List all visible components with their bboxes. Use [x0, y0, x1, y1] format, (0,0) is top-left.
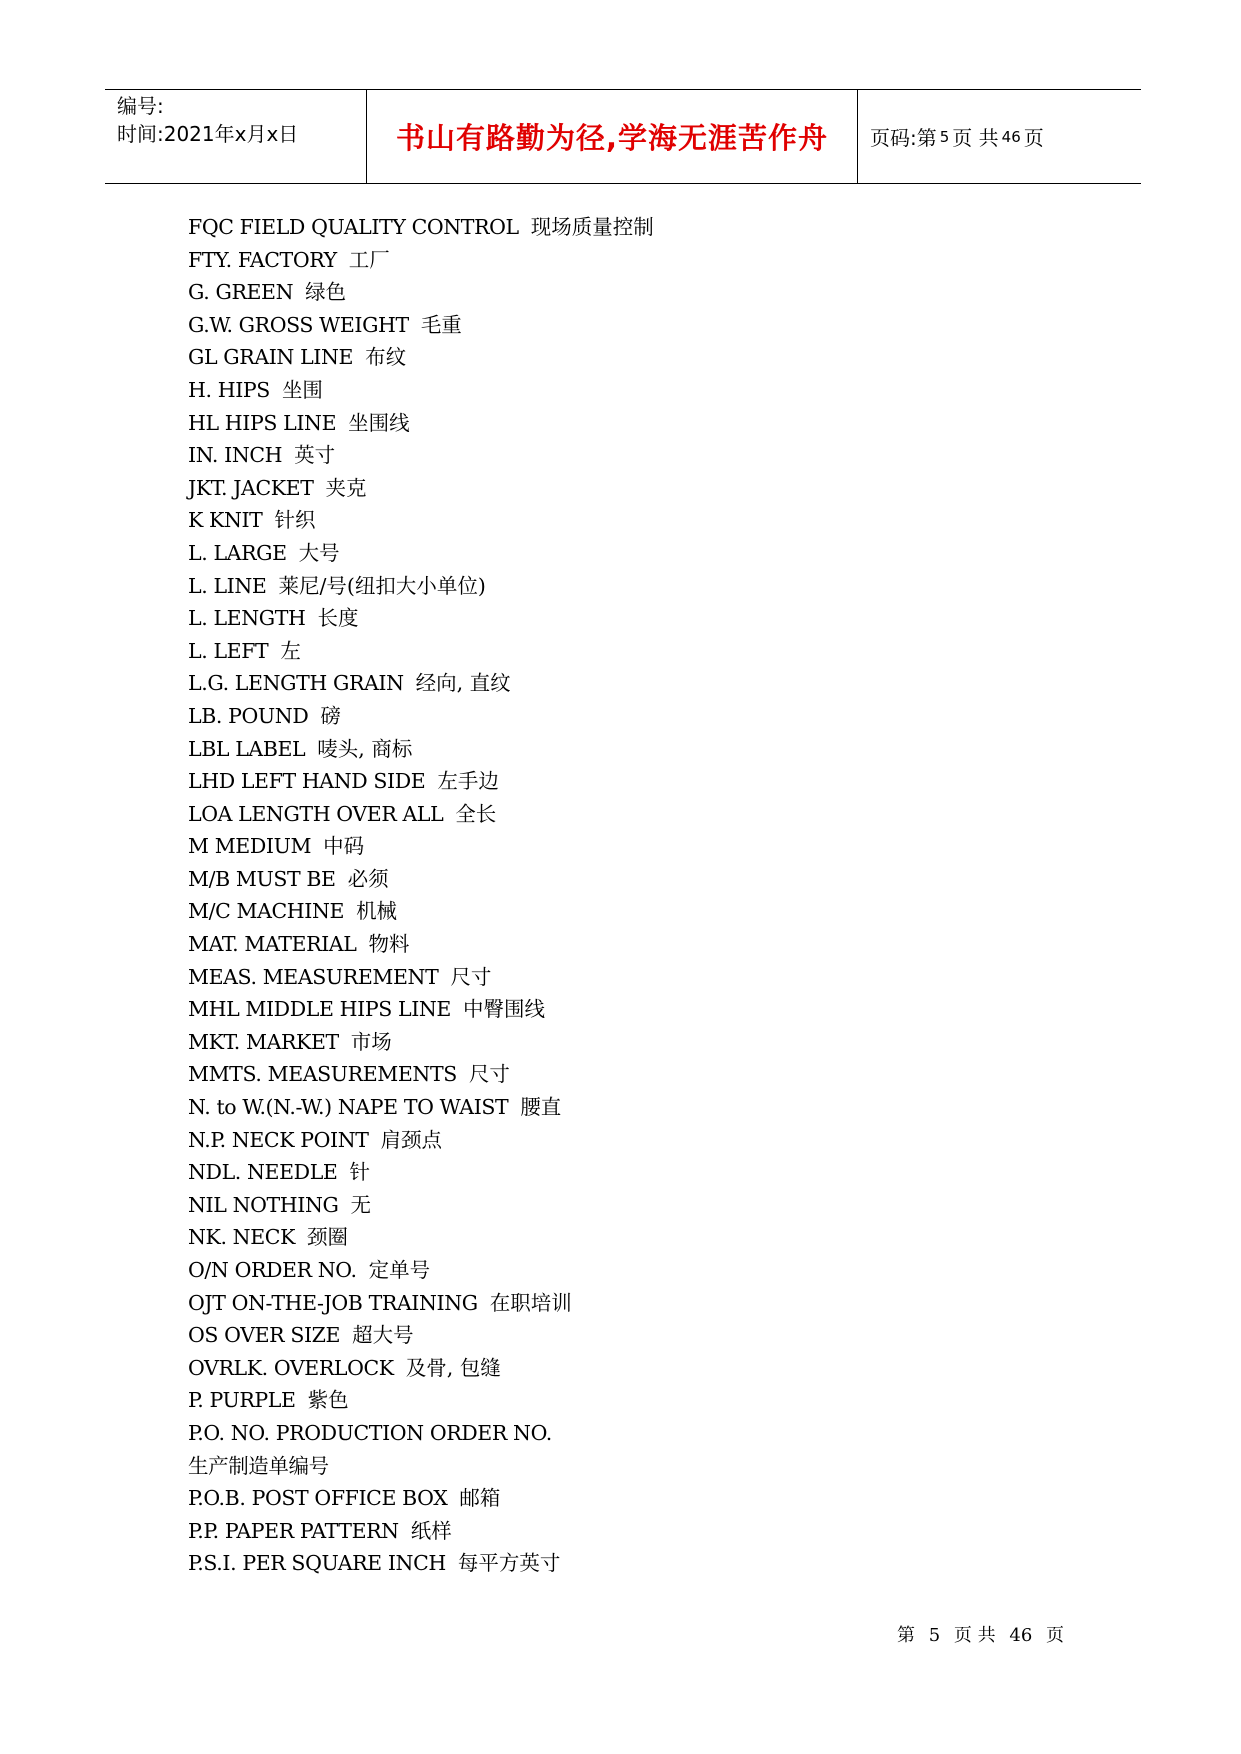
footer-page-number: 5	[928, 1625, 941, 1646]
term-chinese: 工厂	[348, 247, 390, 272]
term-chinese: 在职培训	[489, 1290, 572, 1315]
time-label: 时间:2021年x月x日	[117, 122, 299, 146]
page-header	[105, 89, 1141, 184]
term-chinese: 唛头, 商标	[317, 736, 413, 761]
glossary-entry	[188, 1384, 654, 1417]
term-chinese: 坐围	[281, 377, 323, 402]
term-english: P.S.I. PER SQUARE INCH	[188, 1551, 446, 1576]
term-chinese: 尺寸	[468, 1062, 510, 1087]
glossary-entry	[188, 504, 654, 537]
glossary-entry	[188, 602, 654, 635]
term-chinese: 莱尼/号(纽扣大小单位)	[278, 573, 486, 598]
glossary-entry	[188, 309, 654, 342]
glossary-entry	[188, 1287, 654, 1320]
glossary-entry	[188, 211, 654, 244]
term-chinese: 必须	[347, 866, 389, 891]
term-chinese: 物料	[368, 932, 410, 957]
footer-total: 46	[1009, 1625, 1033, 1646]
term-english: G. GREEN	[188, 280, 294, 305]
term-english: OS OVER SIZE	[188, 1323, 341, 1348]
term-english: JKT. JACKET	[188, 475, 314, 500]
term-english: L.G. LENGTH GRAIN	[188, 671, 404, 696]
glossary-entry	[188, 961, 654, 994]
term-chinese: 毛重	[420, 312, 462, 337]
term-english: L. LINE	[188, 573, 267, 598]
term-english: L. LARGE	[188, 540, 287, 565]
page-suffix: 页	[1023, 126, 1044, 150]
glossary-entry	[188, 765, 654, 798]
term-english: FTY. FACTORY	[188, 247, 337, 272]
term-english: L. LEFT	[188, 638, 269, 663]
glossary-entry	[188, 798, 654, 831]
footer-suffix: 页	[1046, 1625, 1065, 1646]
glossary-entry	[188, 1547, 654, 1580]
glossary-entry	[188, 1156, 654, 1189]
term-english: MHL MIDDLE HIPS LINE	[188, 997, 451, 1022]
glossary-entry	[188, 1417, 654, 1450]
term-english: HL HIPS LINE	[188, 410, 337, 435]
term-english: IN. INCH	[188, 443, 283, 468]
term-chinese: 市场	[350, 1029, 392, 1054]
header-meta	[105, 90, 367, 183]
term-english: OVRLK. OVERLOCK	[188, 1355, 394, 1380]
page-footer	[897, 1621, 1072, 1647]
page-number: 5	[939, 127, 950, 146]
term-chinese: 现场质量控制	[530, 215, 654, 239]
term-english: P.P. PAPER PATTERN	[188, 1518, 399, 1543]
term-chinese: 长度	[317, 606, 359, 631]
term-english: MEAS. MEASUREMENT	[188, 964, 439, 989]
term-chinese: 腰直	[520, 1095, 562, 1120]
term-english: MKT. MARKET	[188, 1029, 339, 1054]
term-english: LB. POUND	[188, 703, 309, 728]
glossary-entry	[188, 993, 654, 1026]
term-english: LOA LENGTH OVER ALL	[188, 801, 444, 826]
term-english: P. PURPLE	[188, 1388, 296, 1413]
glossary-entry	[188, 667, 654, 700]
header-page-info	[858, 90, 1141, 183]
term-english: H. HIPS	[188, 377, 270, 402]
term-english: LBL LABEL	[188, 736, 306, 761]
glossary-entry	[188, 1319, 654, 1352]
glossary-entry	[188, 472, 654, 505]
term-chinese: 大号	[298, 540, 340, 565]
term-chinese: 中码	[323, 834, 365, 859]
glossary-entry	[188, 635, 654, 668]
glossary-entry	[188, 1058, 654, 1091]
term-english: P.O.B. POST OFFICE BOX	[188, 1486, 448, 1511]
term-english: NIL NOTHING	[188, 1192, 339, 1217]
glossary-entry	[188, 1189, 654, 1222]
term-english: M/C MACHINE	[188, 899, 345, 924]
glossary-entry	[188, 374, 654, 407]
term-english: G.W. GROSS WEIGHT	[188, 312, 409, 337]
term-chinese: 绿色	[305, 280, 347, 305]
glossary-entry	[188, 1482, 654, 1515]
glossary-entry	[188, 1124, 654, 1157]
glossary-entry	[188, 1515, 654, 1548]
term-chinese: 邮箱	[459, 1486, 501, 1511]
term-english: P.O. NO. PRODUCTION ORDER NO.	[188, 1420, 552, 1445]
page-prefix: 页码:第	[870, 126, 937, 150]
term-chinese: 肩颈点	[380, 1127, 443, 1152]
glossary-entry	[188, 570, 654, 603]
glossary-entry	[188, 407, 654, 440]
glossary-entry	[188, 733, 654, 766]
glossary-entry	[188, 830, 654, 863]
term-chinese: 布纹	[365, 345, 407, 370]
glossary-entry	[188, 700, 654, 733]
glossary-entry	[188, 863, 654, 896]
term-chinese: 及骨, 包缝	[405, 1355, 501, 1380]
term-chinese: 定单号	[368, 1258, 431, 1282]
term-chinese: 纸样	[410, 1518, 452, 1543]
glossary-entry	[188, 1450, 654, 1483]
term-english: L. LENGTH	[188, 606, 306, 631]
term-english: GL GRAIN LINE	[188, 345, 354, 370]
glossary-entry	[188, 1254, 654, 1287]
glossary-entry	[188, 1221, 654, 1254]
term-chinese: 左	[280, 638, 301, 663]
term-chinese: 无	[350, 1192, 371, 1217]
term-chinese: 磅	[320, 703, 341, 728]
glossary-entry	[188, 1026, 654, 1059]
term-english: FQC FIELD QUALITY CONTROL	[188, 215, 519, 239]
term-chinese: 中臀围线	[463, 997, 545, 1022]
glossary-entry	[188, 244, 654, 277]
term-english: MAT. MATERIAL	[188, 932, 357, 957]
term-chinese: 超大号	[352, 1323, 414, 1348]
term-english: LHD LEFT HAND SIDE	[188, 769, 426, 794]
term-english: N. to W.(N.-W.) NAPE TO WAIST	[188, 1095, 509, 1120]
term-chinese: 尺寸	[450, 964, 492, 989]
footer-prefix: 第	[897, 1625, 915, 1646]
term-english: NK. NECK	[188, 1225, 295, 1250]
term-english: OJT ON-THE-JOB TRAINING	[188, 1290, 478, 1315]
term-chinese: 生产制造单编号	[188, 1453, 329, 1478]
term-english: MMTS. MEASUREMENTS	[188, 1062, 457, 1087]
glossary-entry	[188, 895, 654, 928]
motto: 书山有路勤为径,学海无涯苦作舟	[367, 90, 858, 183]
term-chinese: 颈圈	[307, 1225, 348, 1250]
term-english: NDL. NEEDLE	[188, 1160, 338, 1185]
page-mid: 页 共	[952, 126, 999, 150]
number-label: 编号:	[117, 94, 164, 118]
term-chinese: 左手边	[437, 769, 499, 794]
term-chinese: 紫色	[307, 1388, 349, 1413]
term-english: K KNIT	[188, 508, 263, 533]
term-chinese: 英寸	[294, 443, 336, 468]
glossary-entry	[188, 439, 654, 472]
term-english: N.P. NECK POINT	[188, 1127, 369, 1152]
term-chinese: 针织	[274, 508, 316, 533]
glossary-entry	[188, 276, 654, 309]
glossary-entry	[188, 537, 654, 570]
glossary-entry	[188, 1352, 654, 1385]
term-english: M/B MUST BE	[188, 866, 336, 891]
term-chinese: 机械	[356, 899, 398, 924]
term-chinese: 每平方英寸	[457, 1551, 561, 1576]
term-chinese: 坐围线	[348, 410, 410, 435]
glossary-entry	[188, 1091, 654, 1124]
term-english: M MEDIUM	[188, 834, 312, 859]
term-chinese: 全长	[455, 801, 497, 826]
term-chinese: 经向, 直纹	[415, 671, 511, 696]
term-chinese: 夹克	[325, 475, 367, 500]
footer-mid: 页 共	[953, 1625, 996, 1646]
glossary-list	[188, 211, 654, 1580]
glossary-entry	[188, 341, 654, 374]
term-chinese: 针	[349, 1160, 371, 1185]
page-total: 46	[1001, 127, 1021, 146]
glossary-entry	[188, 928, 654, 961]
term-english: O/N ORDER NO.	[188, 1258, 357, 1282]
